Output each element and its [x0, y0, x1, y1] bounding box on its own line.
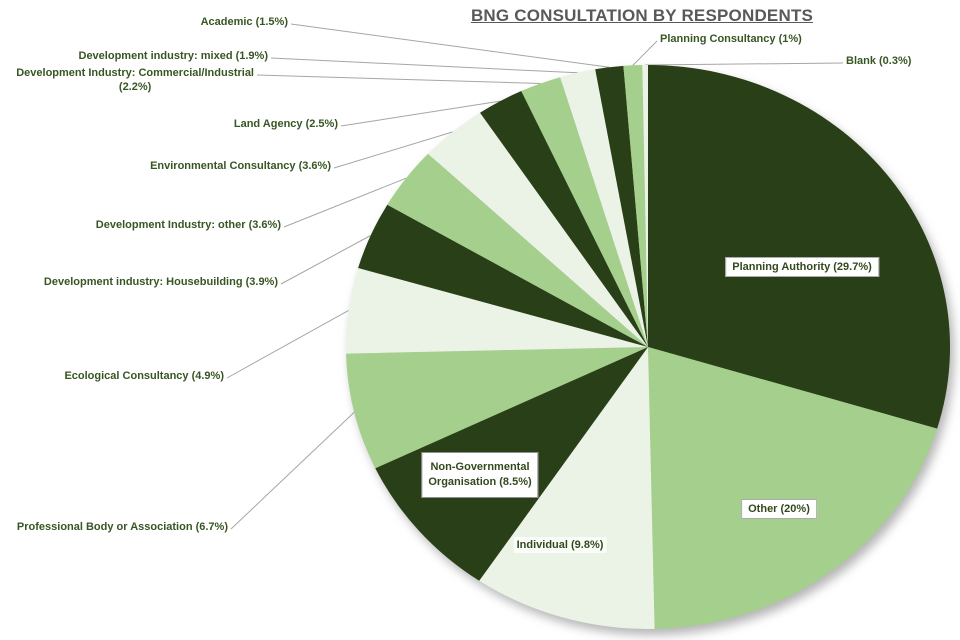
- leader-line-ecological-consultancy: [227, 310, 349, 378]
- slice-label-planning-consultancy: Planning Consultancy (1%): [660, 33, 802, 45]
- leader-line-development-industry-commercial-industrial: [257, 75, 541, 84]
- slice-label-individual: Individual (9.8%): [514, 537, 607, 553]
- slice-label-development-industry-other: Development Industry: other (3.6%): [95, 219, 281, 231]
- pie-slices: [346, 65, 950, 629]
- slice-label-blank: Blank (0.3%): [846, 55, 912, 67]
- slice-label-academic: Academic (1.5%): [200, 16, 288, 28]
- slice-label-ecological-consultancy: Ecological Consultancy (4.9%): [64, 370, 224, 382]
- slice-label-environmental-consultancy: Environmental Consultancy (3.6%): [150, 160, 331, 172]
- leader-line-development-industry-mixed: [271, 58, 578, 73]
- slice-label-development-industry-mixed: Development industry: mixed (1.9%): [78, 50, 268, 62]
- chart-title: BNG CONSULTATION BY RESPONDENTS: [470, 6, 814, 25]
- slice-label-other: Other (20%): [741, 499, 817, 519]
- leader-line-blank: [645, 63, 843, 65]
- slice-label-development-industry-housebuilding: Development industry: Housebuilding (3.9%): [43, 276, 278, 288]
- slice-label-non-governmental-organisation: Non-Governmental Organisation (8.5%): [421, 452, 538, 498]
- slice-label-development-industry-commercial-industrial: Development Industry: Commercial/Industrial (2.2%): [16, 67, 254, 93]
- slice-label-professional-body-or-association: Professional Body or Association (6.7%): [16, 521, 228, 533]
- leader-line-planning-consultancy: [633, 41, 657, 65]
- slice-label-land-agency: Land Agency (2.5%): [233, 118, 338, 130]
- leader-line-professional-body-or-association: [231, 412, 354, 529]
- slice-label-planning-authority: Planning Authority (29.7%): [725, 257, 879, 277]
